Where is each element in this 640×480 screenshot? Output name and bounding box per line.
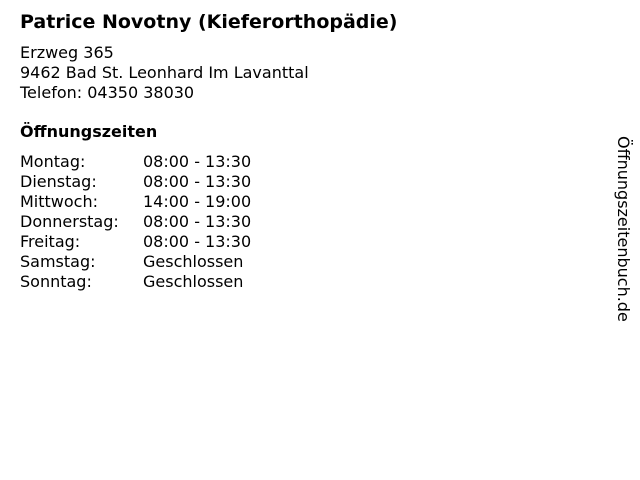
- day-label: Sonntag:: [20, 272, 92, 291]
- phone-number: Telefon: 04350 38030: [20, 83, 195, 102]
- business-name: Patrice Novotny (Kieferorthopädie): [20, 11, 398, 33]
- hours-value: Geschlossen: [143, 272, 244, 291]
- hours-value: 08:00 - 13:30: [143, 152, 252, 171]
- hours-row-thursday: [20, 212, 251, 232]
- hours-value: 08:00 - 13:30: [143, 172, 252, 191]
- hours-value: 14:00 - 19:00: [143, 192, 252, 211]
- hours-value: 08:00 - 13:30: [143, 232, 252, 251]
- hours-row-friday: [20, 232, 251, 252]
- business-card: [20, 9, 580, 292]
- hours-row-monday: [20, 152, 251, 172]
- hours-value: Geschlossen: [143, 252, 244, 271]
- street-address: Erzweg 365: [20, 43, 114, 62]
- day-label: Montag:: [20, 152, 86, 171]
- day-label: Dienstag:: [20, 172, 97, 191]
- hours-row-saturday: [20, 252, 251, 272]
- site-brand-link[interactable]: Öffnungszeitenbuch.de: [614, 136, 633, 322]
- day-label: Freitag:: [20, 232, 81, 251]
- hours-value: 08:00 - 13:30: [143, 212, 252, 231]
- opening-hours-table: [20, 152, 251, 292]
- business-address: [20, 43, 580, 103]
- hours-row-tuesday: [20, 172, 251, 192]
- day-label: Mittwoch:: [20, 192, 98, 211]
- day-label: Donnerstag:: [20, 212, 119, 231]
- hours-row-sunday: [20, 272, 251, 292]
- opening-hours-heading: Öffnungszeiten: [20, 122, 158, 141]
- day-label: Samstag:: [20, 252, 96, 271]
- city-address: 9462 Bad St. Leonhard Im Lavanttal: [20, 63, 309, 82]
- hours-row-wednesday: [20, 192, 251, 212]
